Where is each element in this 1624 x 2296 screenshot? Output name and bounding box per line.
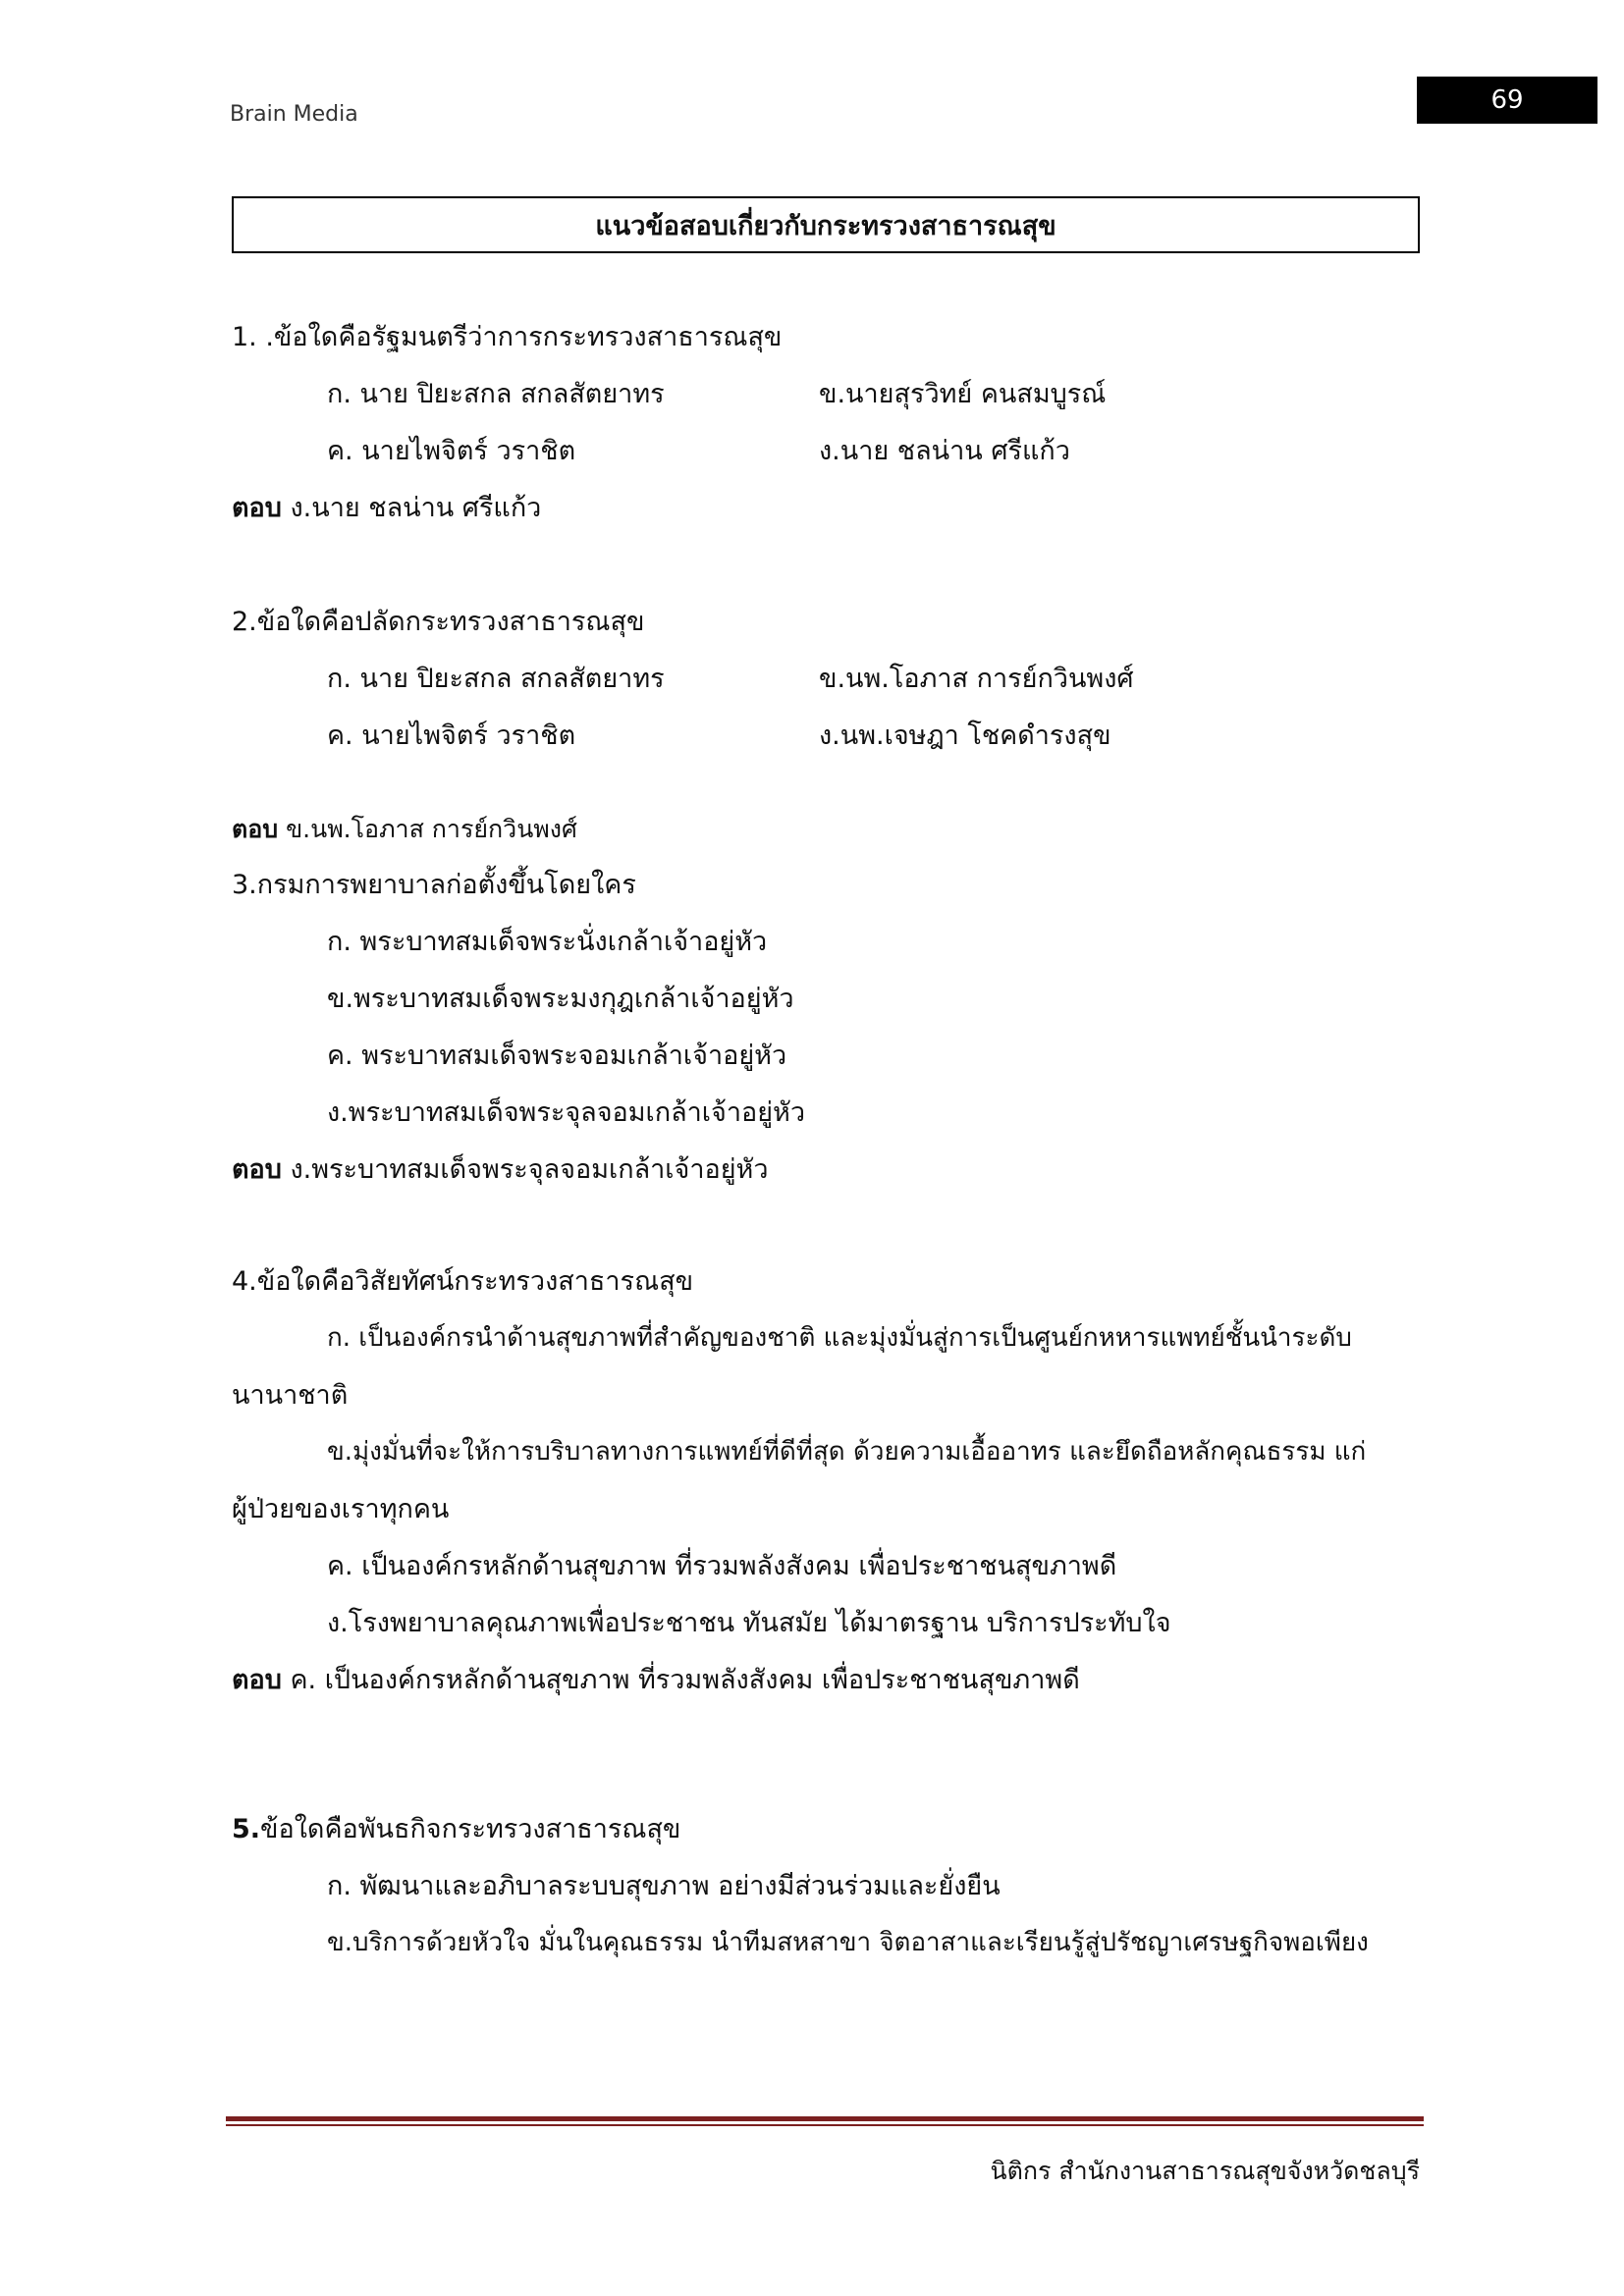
q5-question bbox=[232, 1814, 680, 1845]
q5-question-text: ข้อใดคือพันธกิจกระทรวงสาธารณสุข bbox=[260, 1814, 681, 1844]
q1-question: 1. .ข้อใดคือรัฐมนตรีว่าการกระทรวงสาธารณสุข bbox=[232, 322, 783, 352]
q2-question: 2.ข้อใดคือปลัดกระทรวงสาธารณสุข bbox=[232, 607, 645, 637]
q4-option-a-line1: ก. เป็นองค์กรนำด้านสุขภาพที่สำคัญของชาติ และมุ่งมั่นสู่การเป็นศูนย์กหหารแพทย์ชั้นนำระดับ bbox=[327, 1323, 1352, 1353]
q4-option-c: ค. เป็นองค์กรหลักด้านสุขภาพ ที่รวมพลังสังคม เพื่อประชาชนสุขภาพดี bbox=[327, 1551, 1117, 1581]
q1-answer bbox=[232, 493, 541, 524]
q4-answer bbox=[232, 1665, 1080, 1696]
footer-divider-thin bbox=[226, 2124, 1424, 2126]
answer-label: ตอบ bbox=[232, 1154, 282, 1185]
q5-option-b: ข.บริการด้วยหัวใจ มั่นในคุณธรรม นำทีมสหสาขา จิตอาสาและเรียนรู้สู่ปรัชญาเศรษฐกิจพอเพียง bbox=[327, 1928, 1369, 1957]
answer-label: ตอบ bbox=[232, 815, 279, 843]
footer-divider bbox=[226, 2116, 1424, 2121]
q4-answer-text: ค. เป็นองค์กรหลักด้านสุขภาพ ที่รวมพลังสังคม เพื่อประชาชนสุขภาพดี bbox=[281, 1665, 1080, 1695]
q1-option-a: ก. นาย ปิยะสกล สกลสัตยาทร bbox=[327, 379, 665, 409]
q4-option-d: ง.โรงพยาบาลคุณภาพเพื่อประชาชน ทันสมัย ได้มาตรฐาน บริการประทับใจ bbox=[327, 1608, 1171, 1638]
q4-option-a-line2: นานาชาติ bbox=[232, 1380, 349, 1411]
q1-option-d: ง.นาย ชลน่าน ศรีแก้ว bbox=[819, 436, 1070, 466]
page-number: 69 bbox=[1417, 77, 1597, 124]
q2-option-c: ค. นายไพจิตร์ วราชิต bbox=[327, 721, 576, 751]
q3-option-d: ง.พระบาทสมเด็จพระจุลจอมเกล้าเจ้าอยู่หัว bbox=[327, 1097, 806, 1128]
q3-option-b: ข.พระบาทสมเด็จพระมงกุฎเกล้าเจ้าอยู่หัว bbox=[327, 984, 794, 1014]
q2-option-b: ข.นพ.โอภาส การย์กวินพงศ์ bbox=[819, 664, 1134, 694]
page-title: แนวข้อสอบเกี่ยวกับกระทรวงสาธารณสุข bbox=[232, 196, 1420, 253]
q3-option-a: ก. พระบาทสมเด็จพระนั่งเกล้าเจ้าอยู่หัว bbox=[327, 927, 768, 957]
header-brand: Brain Media bbox=[230, 102, 358, 127]
q4-option-b-line2: ผู้ป่วยของเราทุกคน bbox=[232, 1494, 450, 1524]
answer-label: ตอบ bbox=[232, 493, 282, 523]
q1-option-c: ค. นายไพจิตร์ วราชิต bbox=[327, 436, 576, 466]
q3-answer-text: ง.พระบาทสมเด็จพระจุลจอมเกล้าเจ้าอยู่หัว bbox=[281, 1154, 769, 1185]
q4-question: 4.ข้อใดคือวิสัยทัศน์กระทรวงสาธารณสุข bbox=[232, 1266, 694, 1297]
q2-option-d: ง.นพ.เจษฎา โชคดำรงสุข bbox=[819, 721, 1111, 751]
q3-option-c: ค. พระบาทสมเด็จพระจอมเกล้าเจ้าอยู่หัว bbox=[327, 1041, 787, 1071]
q3-question: 3.กรมการพยาบาลก่อตั้งขึ้นโดยใคร bbox=[232, 870, 636, 900]
q1-answer-text: ง.นาย ชลน่าน ศรีแก้ว bbox=[281, 493, 542, 523]
q3-answer bbox=[232, 1154, 769, 1186]
q5-number: 5. bbox=[232, 1814, 261, 1844]
q1-option-b: ข.นายสุรวิทย์ คนสมบูรณ์ bbox=[819, 379, 1107, 409]
q2-option-a: ก. นาย ปิยะสกล สกลสัตยาทร bbox=[327, 664, 665, 694]
q4-option-b-line1: ข.มุ่งมั่นที่จะให้การบริบาลทางการแพทย์ที่ดีที่สุด ด้วยความเอื้ออาทร และยึดถือหลักคุณธรรม แก่ bbox=[327, 1437, 1367, 1467]
footer-text: นิติกร สำนักงานสาธารณสุขจังหวัดชลบุรี bbox=[990, 2157, 1420, 2185]
q5-option-a: ก. พัฒนาและอภิบาลระบบสุขภาพ อย่างมีส่วนร่วมและยั่งยืน bbox=[327, 1871, 1001, 1901]
answer-label: ตอบ bbox=[232, 1665, 282, 1695]
q2-answer-text: ข.นพ.โอภาส การย์กวินพงศ์ bbox=[278, 815, 577, 843]
q2-answer bbox=[232, 815, 577, 844]
